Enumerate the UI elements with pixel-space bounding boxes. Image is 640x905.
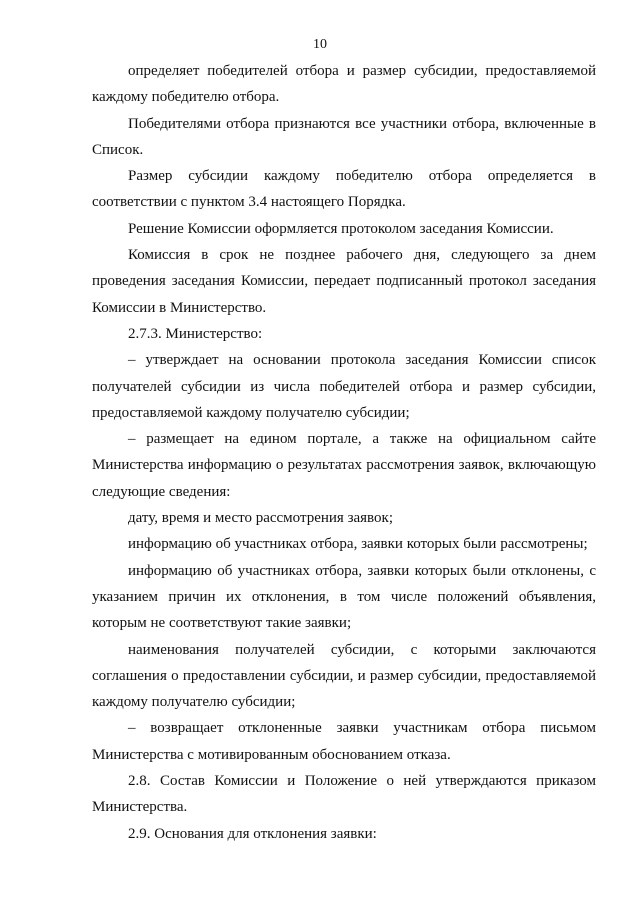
list-item: – размещает на едином портале, а также на официальном сайте Министерства информацию о результатах рассмотрения заявок, включающую следующие сведения:	[92, 431, 596, 500]
paragraph: 2.8. Состав Комиссии и Положение о ней утверждаются приказом Министерства.	[92, 773, 596, 816]
list-item: – возвращает отклоненные заявки участникам отбора письмом Министерства с мотивированным обоснованием отказа.	[92, 720, 596, 763]
page-number: 10	[313, 37, 327, 52]
paragraph: Победителями отбора признаются все участники отбора, включенные в Список.	[92, 115, 596, 158]
section-heading: 2.9. Основания для отклонения заявки:	[128, 825, 377, 842]
paragraph: наименования получателей субсидии, с которыми заключаются соглашения о предоставлении субсидии, и размер субсидии, предоставляемой каждому получателю субсидии;	[92, 641, 596, 711]
paragraph: информацию об участниках отбора, заявки которых были отклонены, с указанием причин их отклонения, в том числе положений объявления, которым не соответствуют такие заявки;	[92, 562, 596, 632]
paragraph: определяет победителей отбора и размер субсидии, предоставляемой каждому победителю отбора.	[92, 63, 596, 106]
paragraph: Решение Комиссии оформляется протоколом заседания Комиссии.	[128, 220, 554, 237]
list-item: – утверждает на основании протокола заседания Комиссии список получателей субсидии из числа победителей отбора и размер субсидии, предоставляемой каждому получателю субсидии;	[92, 352, 596, 421]
document-body	[92, 58, 596, 847]
section-heading: 2.7.3. Министерство:	[128, 325, 263, 342]
paragraph: дату, время и место рассмотрения заявок;	[128, 510, 393, 527]
paragraph: Комиссия в срок не позднее рабочего дня, следующего за днем проведения заседания Комиссии, передает подписанный протокол заседания Комиссии в Министерство.	[92, 247, 596, 316]
paragraph: информацию об участниках отбора, заявки которых были рассмотрены;	[128, 536, 588, 553]
paragraph: Размер субсидии каждому победителю отбора определяется в соответствии с пунктом 3.4 настоящего Порядка.	[92, 168, 596, 211]
